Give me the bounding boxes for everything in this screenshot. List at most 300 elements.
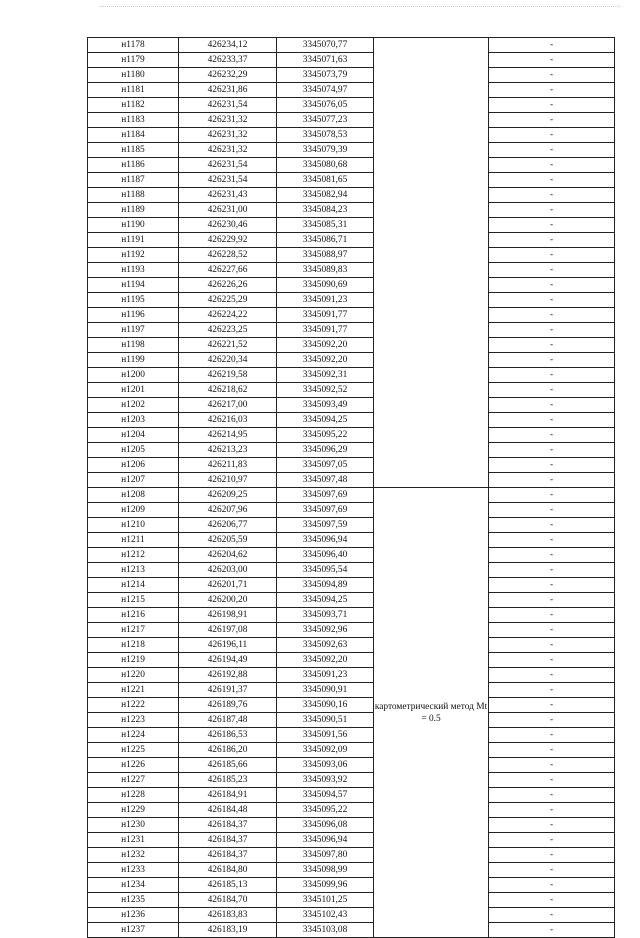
point-id-cell: н1193 [88, 263, 179, 278]
table-row [88, 878, 615, 893]
x-coordinate-cell: 426224,22 [179, 308, 277, 323]
dash-cell: - [489, 728, 615, 743]
dash-cell: - [489, 53, 615, 68]
y-coordinate-cell: 3345097,69 [277, 503, 374, 518]
y-coordinate-cell: 3345092,96 [277, 623, 374, 638]
table-row [88, 203, 615, 218]
x-coordinate-cell: 426225,29 [179, 293, 277, 308]
x-coordinate-cell: 426211,83 [179, 458, 277, 473]
point-id-cell: н1183 [88, 113, 179, 128]
dash-cell: - [489, 98, 615, 113]
x-coordinate-cell: 426205,59 [179, 533, 277, 548]
x-coordinate-cell: 426203,00 [179, 563, 277, 578]
x-coordinate-cell: 426204,62 [179, 548, 277, 563]
dash-cell: - [489, 128, 615, 143]
y-coordinate-cell: 3345088,97 [277, 248, 374, 263]
x-coordinate-cell: 426228,52 [179, 248, 277, 263]
y-coordinate-cell: 3345103,08 [277, 923, 374, 938]
y-coordinate-cell: 3345095,22 [277, 803, 374, 818]
x-coordinate-cell: 426231,86 [179, 83, 277, 98]
dash-cell: - [489, 503, 615, 518]
y-coordinate-cell: 3345091,77 [277, 308, 374, 323]
y-coordinate-cell: 3345071,63 [277, 53, 374, 68]
y-coordinate-cell: 3345090,69 [277, 278, 374, 293]
y-coordinate-cell: 3345092,52 [277, 383, 374, 398]
dash-cell: - [489, 233, 615, 248]
dash-cell: - [489, 413, 615, 428]
dash-cell: - [489, 638, 615, 653]
point-id-cell: н1215 [88, 593, 179, 608]
point-id-cell: н1184 [88, 128, 179, 143]
point-id-cell: н1195 [88, 293, 179, 308]
table-row [88, 143, 615, 158]
x-coordinate-cell: 426184,37 [179, 833, 277, 848]
y-coordinate-cell: 3345090,51 [277, 713, 374, 728]
y-coordinate-cell: 3345097,48 [277, 473, 374, 488]
table-row [88, 773, 615, 788]
dash-cell: - [489, 143, 615, 158]
dash-cell: - [489, 428, 615, 443]
table-row [88, 668, 615, 683]
x-coordinate-cell: 426200,20 [179, 593, 277, 608]
table-row [88, 608, 615, 623]
x-coordinate-cell: 426194,49 [179, 653, 277, 668]
point-id-cell: н1233 [88, 863, 179, 878]
table-row [88, 278, 615, 293]
dash-cell: - [489, 833, 615, 848]
dash-cell: - [489, 518, 615, 533]
y-coordinate-cell: 3345094,89 [277, 578, 374, 593]
y-coordinate-cell: 3345096,08 [277, 818, 374, 833]
table-row [88, 473, 615, 488]
x-coordinate-cell: 426186,53 [179, 728, 277, 743]
point-id-cell: н1188 [88, 188, 179, 203]
x-coordinate-cell: 426185,13 [179, 878, 277, 893]
x-coordinate-cell: 426231,54 [179, 158, 277, 173]
dash-cell: - [489, 458, 615, 473]
point-id-cell: н1207 [88, 473, 179, 488]
table-row [88, 173, 615, 188]
dash-cell: - [489, 758, 615, 773]
table-row [88, 653, 615, 668]
point-id-cell: н1231 [88, 833, 179, 848]
x-coordinate-cell: 426197,08 [179, 623, 277, 638]
table-row [88, 578, 615, 593]
x-coordinate-cell: 426231,54 [179, 98, 277, 113]
point-id-cell: н1225 [88, 743, 179, 758]
x-coordinate-cell: 426229,92 [179, 233, 277, 248]
point-id-cell: н1235 [88, 893, 179, 908]
table-row [88, 518, 615, 533]
table-row [88, 293, 615, 308]
table-row [88, 413, 615, 428]
y-coordinate-cell: 3345093,06 [277, 758, 374, 773]
dash-cell: - [489, 158, 615, 173]
point-id-cell: н1206 [88, 458, 179, 473]
point-id-cell: н1237 [88, 923, 179, 938]
y-coordinate-cell: 3345093,92 [277, 773, 374, 788]
x-coordinate-cell: 426189,76 [179, 698, 277, 713]
dash-cell: - [489, 353, 615, 368]
point-id-cell: н1222 [88, 698, 179, 713]
table-row [88, 923, 615, 938]
x-coordinate-cell: 426184,48 [179, 803, 277, 818]
y-coordinate-cell: 3345097,59 [277, 518, 374, 533]
point-id-cell: н1198 [88, 338, 179, 353]
table-row [88, 623, 615, 638]
table-row [88, 233, 615, 248]
point-id-cell: н1212 [88, 548, 179, 563]
y-coordinate-cell: 3345096,40 [277, 548, 374, 563]
table-row [88, 158, 615, 173]
table-row [88, 908, 615, 923]
y-coordinate-cell: 3345095,54 [277, 563, 374, 578]
point-id-cell: н1232 [88, 848, 179, 863]
point-id-cell: н1185 [88, 143, 179, 158]
dash-cell: - [489, 173, 615, 188]
point-id-cell: н1182 [88, 98, 179, 113]
table-row [88, 638, 615, 653]
y-coordinate-cell: 3345093,71 [277, 608, 374, 623]
point-id-cell: н1219 [88, 653, 179, 668]
table-row [88, 593, 615, 608]
x-coordinate-cell: 426201,71 [179, 578, 277, 593]
table-row [88, 758, 615, 773]
dash-cell: - [489, 263, 615, 278]
dash-cell: - [489, 773, 615, 788]
dash-cell: - [489, 893, 615, 908]
dash-cell: - [489, 863, 615, 878]
method-cell [374, 488, 489, 938]
y-coordinate-cell: 3345078,53 [277, 128, 374, 143]
table-row [88, 218, 615, 233]
point-id-cell: н1189 [88, 203, 179, 218]
dash-cell: - [489, 563, 615, 578]
x-coordinate-cell: 426234,12 [179, 38, 277, 53]
table-row [88, 38, 615, 53]
x-coordinate-cell: 426216,03 [179, 413, 277, 428]
point-id-cell: н1192 [88, 248, 179, 263]
y-coordinate-cell: 3345079,39 [277, 143, 374, 158]
y-coordinate-cell: 3345070,77 [277, 38, 374, 53]
y-coordinate-cell: 3345073,79 [277, 68, 374, 83]
y-coordinate-cell: 3345097,80 [277, 848, 374, 863]
y-coordinate-cell: 3345092,63 [277, 638, 374, 653]
dash-cell: - [489, 113, 615, 128]
dash-cell: - [489, 818, 615, 833]
x-coordinate-cell: 426213,23 [179, 443, 277, 458]
y-coordinate-cell: 3345101,25 [277, 893, 374, 908]
table-row [88, 83, 615, 98]
y-coordinate-cell: 3345090,91 [277, 683, 374, 698]
x-coordinate-cell: 426198,91 [179, 608, 277, 623]
table-row [88, 863, 615, 878]
table-row [88, 893, 615, 908]
table-row [88, 53, 615, 68]
dash-cell: - [489, 593, 615, 608]
point-id-cell: н1180 [88, 68, 179, 83]
dash-cell: - [489, 923, 615, 938]
point-id-cell: н1205 [88, 443, 179, 458]
method-cell-blank [374, 38, 489, 488]
x-coordinate-cell: 426218,62 [179, 383, 277, 398]
point-id-cell: н1218 [88, 638, 179, 653]
point-id-cell: н1202 [88, 398, 179, 413]
table-row [88, 503, 615, 518]
point-id-cell: н1221 [88, 683, 179, 698]
dash-cell: - [489, 368, 615, 383]
x-coordinate-cell: 426185,66 [179, 758, 277, 773]
x-coordinate-cell: 426214,95 [179, 428, 277, 443]
x-coordinate-cell: 426210,97 [179, 473, 277, 488]
point-id-cell: н1230 [88, 818, 179, 833]
point-id-cell: н1201 [88, 383, 179, 398]
y-coordinate-cell: 3345091,23 [277, 293, 374, 308]
dash-cell: - [489, 878, 615, 893]
x-coordinate-cell: 426183,83 [179, 908, 277, 923]
y-coordinate-cell: 3345085,31 [277, 218, 374, 233]
y-coordinate-cell: 3345097,69 [277, 488, 374, 503]
point-id-cell: н1208 [88, 488, 179, 503]
point-id-cell: н1181 [88, 83, 179, 98]
dash-cell: - [489, 548, 615, 563]
x-coordinate-cell: 426196,11 [179, 638, 277, 653]
dash-cell: - [489, 473, 615, 488]
table-row [88, 458, 615, 473]
table-row [88, 338, 615, 353]
y-coordinate-cell: 3345082,94 [277, 188, 374, 203]
dash-cell: - [489, 338, 615, 353]
point-id-cell: н1200 [88, 368, 179, 383]
coordinates-table-body [88, 38, 615, 938]
table-row [88, 383, 615, 398]
y-coordinate-cell: 3345092,20 [277, 338, 374, 353]
y-coordinate-cell: 3345094,25 [277, 413, 374, 428]
dash-cell: - [489, 248, 615, 263]
dash-cell: - [489, 653, 615, 668]
dash-cell: - [489, 188, 615, 203]
table-row [88, 263, 615, 278]
y-coordinate-cell: 3345098,99 [277, 863, 374, 878]
dash-cell: - [489, 443, 615, 458]
y-coordinate-cell: 3345080,68 [277, 158, 374, 173]
x-coordinate-cell: 426231,54 [179, 173, 277, 188]
dash-cell: - [489, 713, 615, 728]
x-coordinate-cell: 426207,96 [179, 503, 277, 518]
dash-cell: - [489, 278, 615, 293]
x-coordinate-cell: 426187,48 [179, 713, 277, 728]
y-coordinate-cell: 3345091,56 [277, 728, 374, 743]
point-id-cell: н1196 [88, 308, 179, 323]
dash-cell: - [489, 803, 615, 818]
table-row [88, 443, 615, 458]
table-row [88, 548, 615, 563]
x-coordinate-cell: 426221,52 [179, 338, 277, 353]
y-coordinate-cell: 3345096,94 [277, 833, 374, 848]
point-id-cell: н1194 [88, 278, 179, 293]
y-coordinate-cell: 3345074,97 [277, 83, 374, 98]
x-coordinate-cell: 426230,46 [179, 218, 277, 233]
point-id-cell: н1223 [88, 713, 179, 728]
x-coordinate-cell: 426231,32 [179, 113, 277, 128]
x-coordinate-cell: 426184,37 [179, 848, 277, 863]
x-coordinate-cell: 426184,70 [179, 893, 277, 908]
point-id-cell: н1187 [88, 173, 179, 188]
y-coordinate-cell: 3345099,96 [277, 878, 374, 893]
point-id-cell: н1226 [88, 758, 179, 773]
x-coordinate-cell: 426226,26 [179, 278, 277, 293]
table-row [88, 368, 615, 383]
y-coordinate-cell: 3345095,22 [277, 428, 374, 443]
y-coordinate-cell: 3345089,83 [277, 263, 374, 278]
y-coordinate-cell: 3345086,71 [277, 233, 374, 248]
dash-cell: - [489, 788, 615, 803]
point-id-cell: н1227 [88, 773, 179, 788]
table-row [88, 713, 615, 728]
point-id-cell: н1234 [88, 878, 179, 893]
y-coordinate-cell: 3345097,05 [277, 458, 374, 473]
table-row [88, 98, 615, 113]
x-coordinate-cell: 426192,88 [179, 668, 277, 683]
point-id-cell: н1228 [88, 788, 179, 803]
point-id-cell: н1186 [88, 158, 179, 173]
dash-cell: - [489, 908, 615, 923]
point-id-cell: н1213 [88, 563, 179, 578]
y-coordinate-cell: 3345081,65 [277, 173, 374, 188]
dash-cell: - [489, 398, 615, 413]
table-row [88, 833, 615, 848]
x-coordinate-cell: 426184,37 [179, 818, 277, 833]
x-coordinate-cell: 426184,91 [179, 788, 277, 803]
dash-cell: - [489, 38, 615, 53]
y-coordinate-cell: 3345093,49 [277, 398, 374, 413]
point-id-cell: н1214 [88, 578, 179, 593]
dash-cell: - [489, 323, 615, 338]
dash-cell: - [489, 608, 615, 623]
table-row [88, 113, 615, 128]
point-id-cell: н1216 [88, 608, 179, 623]
table-row [88, 68, 615, 83]
y-coordinate-cell: 3345092,20 [277, 653, 374, 668]
y-coordinate-cell: 3345096,29 [277, 443, 374, 458]
point-id-cell: н1178 [88, 38, 179, 53]
y-coordinate-cell: 3345096,94 [277, 533, 374, 548]
dash-cell: - [489, 293, 615, 308]
table-row [88, 818, 615, 833]
table-row [88, 128, 615, 143]
table-row [88, 563, 615, 578]
y-coordinate-cell: 3345092,09 [277, 743, 374, 758]
dash-cell: - [489, 668, 615, 683]
dash-cell: - [489, 68, 615, 83]
table-row [88, 788, 615, 803]
table-row [88, 488, 615, 503]
table-row [88, 428, 615, 443]
point-id-cell: н1229 [88, 803, 179, 818]
point-id-cell: н1211 [88, 533, 179, 548]
table-row [88, 353, 615, 368]
point-id-cell: н1236 [88, 908, 179, 923]
table-row [88, 848, 615, 863]
table-row [88, 803, 615, 818]
dash-cell: - [489, 623, 615, 638]
table-row [88, 683, 615, 698]
point-id-cell: н1190 [88, 218, 179, 233]
x-coordinate-cell: 426206,77 [179, 518, 277, 533]
point-id-cell: н1209 [88, 503, 179, 518]
x-coordinate-cell: 426231,32 [179, 128, 277, 143]
y-coordinate-cell: 3345102,43 [277, 908, 374, 923]
coordinates-table [87, 37, 615, 938]
x-coordinate-cell: 426217,00 [179, 398, 277, 413]
dash-cell: - [489, 848, 615, 863]
y-coordinate-cell: 3345090,16 [277, 698, 374, 713]
point-id-cell: н1191 [88, 233, 179, 248]
table-row [88, 533, 615, 548]
x-coordinate-cell: 426209,25 [179, 488, 277, 503]
dash-cell: - [489, 383, 615, 398]
point-id-cell: н1210 [88, 518, 179, 533]
dash-cell: - [489, 683, 615, 698]
point-id-cell: н1217 [88, 623, 179, 638]
y-coordinate-cell: 3345076,05 [277, 98, 374, 113]
table-row [88, 728, 615, 743]
y-coordinate-cell: 3345091,23 [277, 668, 374, 683]
x-coordinate-cell: 426219,58 [179, 368, 277, 383]
dash-cell: - [489, 83, 615, 98]
x-coordinate-cell: 426184,80 [179, 863, 277, 878]
dash-cell: - [489, 743, 615, 758]
table-row [88, 743, 615, 758]
x-coordinate-cell: 426233,37 [179, 53, 277, 68]
table-row [88, 308, 615, 323]
x-coordinate-cell: 426185,23 [179, 773, 277, 788]
point-id-cell: н1203 [88, 413, 179, 428]
dash-cell: - [489, 533, 615, 548]
point-id-cell: н1224 [88, 728, 179, 743]
point-id-cell: н1197 [88, 323, 179, 338]
point-id-cell: н1204 [88, 428, 179, 443]
dash-cell: - [489, 578, 615, 593]
x-coordinate-cell: 426232,29 [179, 68, 277, 83]
dash-cell: - [489, 488, 615, 503]
y-coordinate-cell: 3345084,23 [277, 203, 374, 218]
dash-cell: - [489, 218, 615, 233]
method-label: картометрический метод Mt = 0.5 [374, 701, 488, 724]
scan-header-noise [100, 6, 620, 11]
x-coordinate-cell: 426183,19 [179, 923, 277, 938]
x-coordinate-cell: 426231,32 [179, 143, 277, 158]
table-row [88, 398, 615, 413]
y-coordinate-cell: 3345077,23 [277, 113, 374, 128]
x-coordinate-cell: 426191,37 [179, 683, 277, 698]
y-coordinate-cell: 3345094,57 [277, 788, 374, 803]
x-coordinate-cell: 426220,34 [179, 353, 277, 368]
x-coordinate-cell: 426186,20 [179, 743, 277, 758]
table-row [88, 323, 615, 338]
y-coordinate-cell: 3345094,25 [277, 593, 374, 608]
table-row [88, 698, 615, 713]
point-id-cell: н1199 [88, 353, 179, 368]
dash-cell: - [489, 308, 615, 323]
table-row [88, 188, 615, 203]
x-coordinate-cell: 426231,43 [179, 188, 277, 203]
point-id-cell: н1179 [88, 53, 179, 68]
dash-cell: - [489, 698, 615, 713]
table-row [88, 248, 615, 263]
y-coordinate-cell: 3345092,20 [277, 353, 374, 368]
dash-cell: - [489, 203, 615, 218]
